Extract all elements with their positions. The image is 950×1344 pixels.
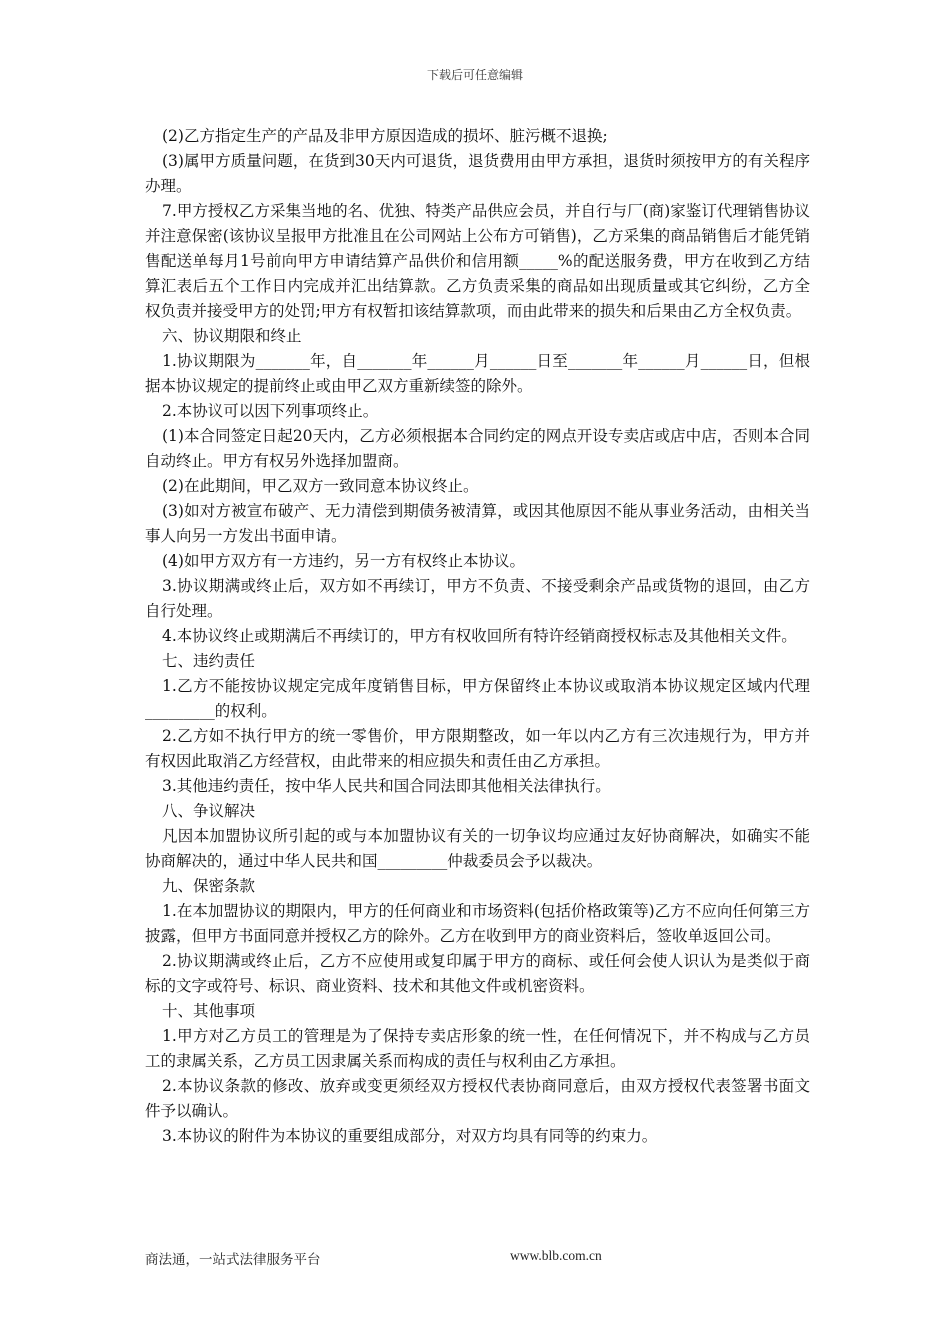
paragraph: (2)在此期间，甲乙双方一致同意本协议终止。 bbox=[162, 477, 479, 495]
section-heading: 七、违约责任 bbox=[162, 652, 256, 670]
paragraph: 凡因本加盟协议所引起的或与本加盟协议有关的一切争议均应通过友好协商解决，如确实不能协商解决的，通过中华人民共和国_________仲裁委员会予以裁决。 bbox=[145, 827, 810, 870]
paragraph: 3.协议期满或终止后，双方如不再续订，甲方不负责、不接受剩余产品或货物的退回，由乙方自行处理。 bbox=[145, 577, 810, 620]
paragraph: (1)本合同签定日起20天内，乙方必须根据本合同约定的网点开设专卖店或店中店，否则本合同自动终止。甲方有权另外选择加盟商。 bbox=[145, 427, 810, 470]
paragraph: 2.协议期满或终止后，乙方不应使用或复印属于甲方的商标、或任何会使人识认为是类似于商标的文字或符号、标识、商业资料、技术和其他文件或机密资料。 bbox=[145, 952, 810, 995]
paragraph: 2.本协议可以因下列事项终止。 bbox=[162, 402, 379, 420]
paragraph: (3)如对方被宣布破产、无力清偿到期债务被清算，或因其他原因不能从事业务活动，由相关当事人向另一方发出书面申请。 bbox=[145, 502, 810, 545]
paragraph: 3.其他违约责任，按中华人民共和国合同法即其他相关法律执行。 bbox=[162, 777, 611, 795]
paragraph: (2)乙方指定生产的产品及非甲方原因造成的损坏、脏污概不退换; bbox=[162, 127, 608, 145]
paragraph: 1.协议期限为_______年，自_______年______月______日至_______年______月______日，但根据本协议规定的提前终止或由甲乙双方重新续签的除外。 bbox=[145, 352, 810, 395]
footer-url: www.blb.com.cn bbox=[510, 1248, 602, 1263]
section-heading: 九、保密条款 bbox=[162, 877, 256, 895]
paragraph: (4)如甲方双方有一方违约，另一方有权终止本协议。 bbox=[162, 552, 525, 570]
page-header: 下载后可任意编辑 bbox=[426, 68, 523, 82]
paragraph: 1.甲方对乙方员工的管理是为了保持专卖店形象的统一性，在任何情况下，并不构成与乙方员工的隶属关系，乙方员工因隶属关系而构成的责任与权利由乙方承担。 bbox=[145, 1027, 810, 1070]
paragraph: 2.本协议条款的修改、放弃或变更须经双方授权代表协商同意后，由双方授权代表签署书面文件予以确认。 bbox=[145, 1077, 810, 1120]
paragraph: 1.乙方不能按协议规定完成年度销售目标，甲方保留终止本协议或取消本协议规定区域内代理_________的权利。 bbox=[145, 677, 810, 720]
paragraph: 2.乙方如不执行甲方的统一零售价，甲方限期整改，如一年以内乙方有三次违规行为，甲方并有权因此取消乙方经营权，由此带来的相应损失和责任由乙方承担。 bbox=[145, 727, 810, 770]
footer-brand: 商法通，一站式法律服务平台 bbox=[145, 1252, 321, 1268]
section-heading: 十、其他事项 bbox=[162, 1002, 256, 1020]
paragraph: (3)属甲方质量问题，在货到30天内可退货，退货费用由甲方承担，退货时须按甲方的有关程序办理。 bbox=[145, 152, 810, 195]
paragraph: 1.在本加盟协议的期限内，甲方的任何商业和市场资料(包括价格政策等)乙方不应向任何第三方披露，但甲方书面同意并授权乙方的除外。乙方在收到甲方的商业资料后，签收单返回公司。 bbox=[145, 902, 810, 945]
document-body bbox=[145, 124, 810, 1149]
paragraph: 3.本协议的附件为本协议的重要组成部分，对双方均具有同等的约束力。 bbox=[162, 1127, 658, 1145]
section-heading: 六、协议期限和终止 bbox=[162, 327, 302, 345]
paragraph: 4.本协议终止或期满后不再续订的，甲方有权收回所有特许经销商授权标志及其他相关文件。 bbox=[162, 627, 797, 645]
section-heading: 八、争议解决 bbox=[162, 802, 256, 820]
paragraph: 7.甲方授权乙方采集当地的名、优独、特类产品供应会员，并自行与厂(商)家鉴订代理销售协议并注意保密(该协议呈报甲方批准且在公司网站上公布方可销售)，乙方采集的商品销售后才能凭销售配送单每月1号前向甲方申请结算产品供价和信用额_____%的配送服务费，甲方在收到乙方结算汇表后五个工作日内完成并汇出结算款。乙方负责采集的商品如出现质量或其它纠纷，乙方全权负责并接受甲方的处罚;甲方有权暂扣该结算款项，而由此带来的损失和后果由乙方全权负责。 bbox=[145, 202, 810, 320]
